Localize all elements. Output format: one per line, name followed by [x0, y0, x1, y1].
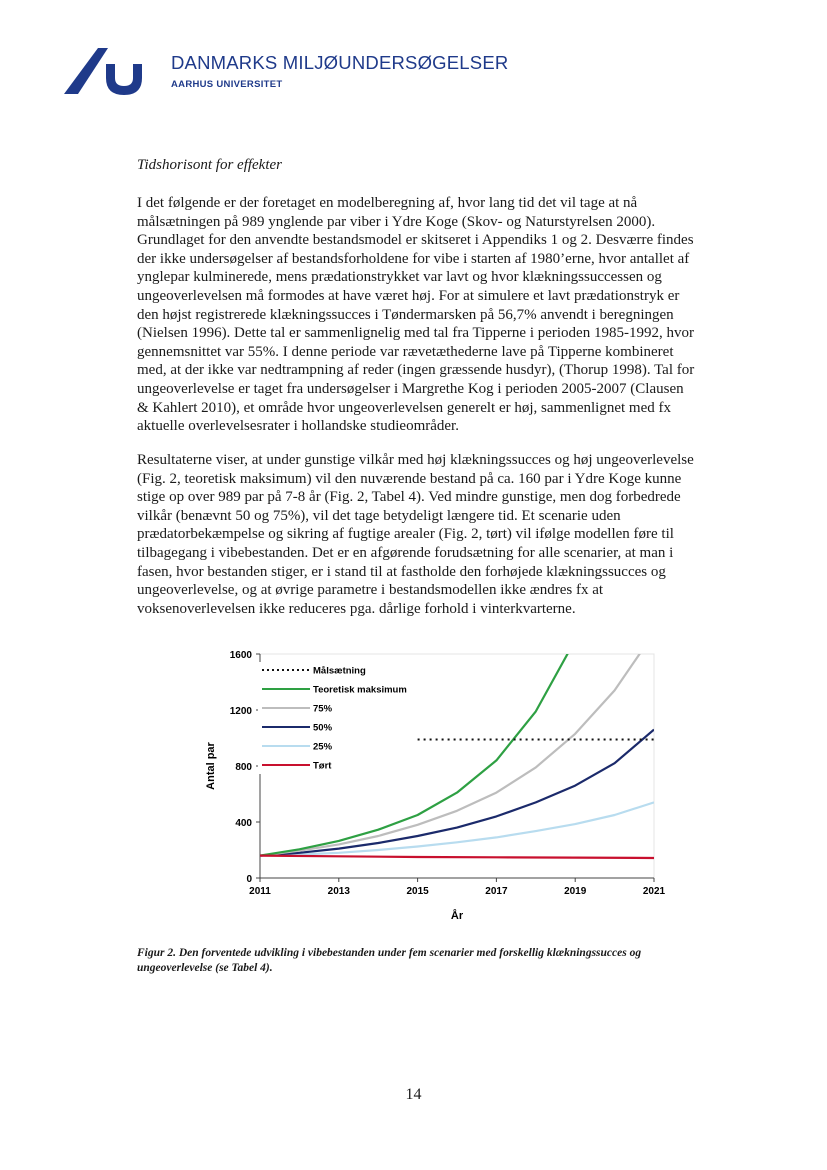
chart-svg [196, 640, 676, 940]
university-logo [62, 44, 152, 100]
x-tick-label: 2021 [642, 886, 666, 897]
legend-label: 75% [313, 703, 333, 715]
x-tick-label: 2017 [485, 886, 508, 897]
page-number: 14 [405, 1086, 422, 1103]
y-tick-label: 1200 [229, 706, 252, 717]
body-paragraph: I det følgende er der foretaget en modelberegning af, hvor lang tid det vil tage at nå målsætningen på 989 ynglende par viber i Ydre Koge (Skov- og Naturstyrelsen 2000). Grundlaget for den anvendte bestandsmodel er skitseret i Appendiks 1 og 2. Desværre findes der ikke undersøgelser af bestandsforholdene for vibe i starten af 1980’erne, hvor antallet af ynglepar kulminerede, mens prædationstrykket var lavt og hvor klækningssuccessen og ungeoverlevelsen må formodes at have været høj. For at simulere et lavt prædationstryk er den højst registrerede klækningssucces i Tøndermarsken på 56,7% anvendt i beregningen (Nielsen 1996). Dette tal er sammenlignelig med tal fra Tipperne i perioden 1985-1992, hvor gennemsnittet var 55%. I denne periode var rævetæthederne lave på Tipperne kombineret med, at der ikke var nedtrampning af reder (ingen græssende husdyr), (Thorup 1998). Tal for ungeoverlevelse er taget fra undersøgelser i Margrethe Kog i perioden 2005-2007 (Clausen & Kahlert 2010), et område hvor ungeoverlevelsen generelt er høj, sammenlignet med fx aktuelle overlevelsesrater i hollandske studieområder. [137, 195, 695, 435]
x-tick-label: 2019 [564, 886, 587, 897]
org-name: DANMARKS MILJØUNDERSØGELSER [171, 52, 509, 73]
x-tick-label: 2015 [406, 886, 429, 897]
y-axis-label: Antal par [205, 742, 217, 790]
x-tick-label: 2011 [249, 886, 271, 897]
legend-label: 50% [313, 722, 333, 734]
legend-background [258, 662, 416, 774]
x-axis-label: År [450, 910, 464, 922]
legend-label: Teoretisk maksimum [313, 684, 407, 696]
logo-mark-icon [62, 44, 152, 100]
legend-label: 25% [313, 741, 333, 753]
series-line-dry [260, 856, 654, 858]
org-subtitle: AARHUS UNIVERSITET [171, 79, 283, 90]
figure-caption: Figur 2. Den forventede udvikling i vibebestanden under fem scenarier med forskellig klækningssucces og ungeoverlevelse (se Tabel 4). [137, 947, 642, 974]
y-tick-label: 0 [246, 874, 252, 885]
y-tick-label: 1600 [229, 650, 252, 661]
legend-label: Tørt [313, 760, 332, 772]
body-paragraph: Resultaterne viser, at under gunstige vilkår med høj klækningssucces og høj ungeoverlevelse (Fig. 2, teoretisk maksimum) vil den nuværende bestand på ca. 160 par i Ydre Koge kunne stige op over 989 par på 7-8 år (Fig. 2, Tabel 4). Ved mindre gunstige, men dog forbedrede vilkår (benævnt 50 og 75%), vil det tage betydeligt længere tid. Et scenarie uden prædatorbekæmpelse og sikring af fugtige arealer (Fig. 2, tørt) vil ifølge modellen føre til tilbagegang i vibebestanden. Det er en afgørende forudsætning for alle scenarier, at man i fasen, hvor bestanden stiger, er i stand til at fastholde den forhøjede klækningssucces og ungeoverlevelse, og at øvrige parametre i bestandsmodellen ikke ændres fx at voksenoverlevelsen ikke reduceres pga. dårlige forhold i vinterkvarterne. [137, 452, 694, 617]
y-tick-label: 400 [235, 818, 252, 829]
x-tick-label: 2013 [327, 886, 350, 897]
y-tick-label: 800 [235, 762, 252, 773]
section-heading: Tidshorisont for effekter [137, 157, 283, 173]
population-chart [196, 640, 676, 940]
legend-label: Målsætning [313, 665, 366, 677]
